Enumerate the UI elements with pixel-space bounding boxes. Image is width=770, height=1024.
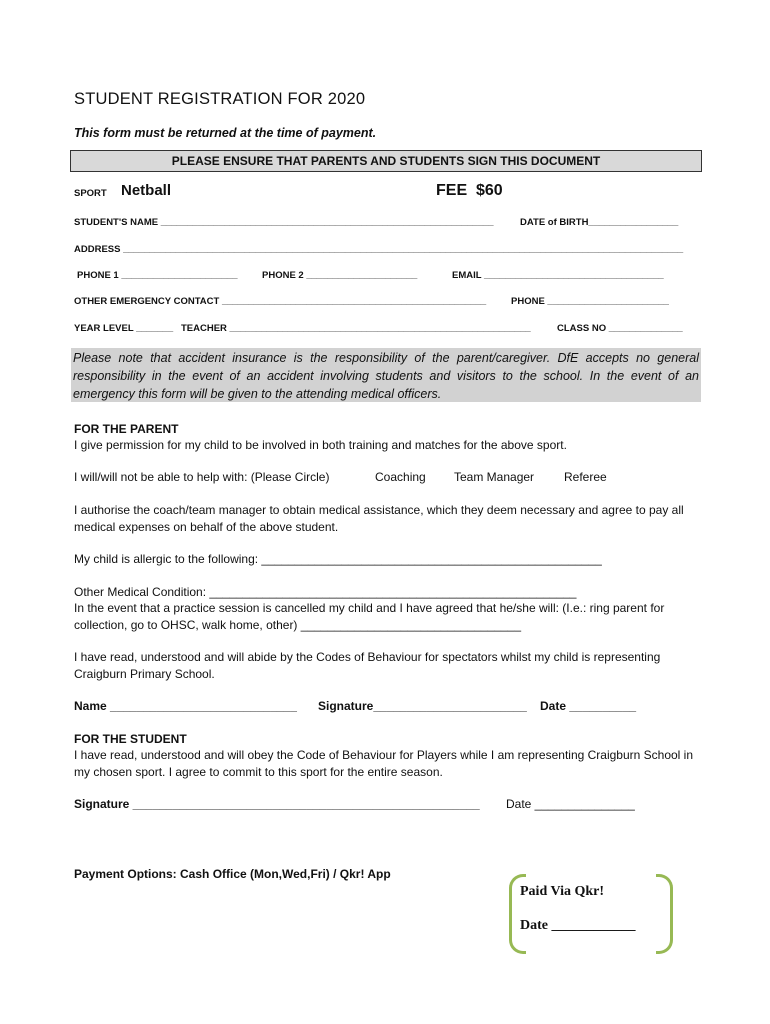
parent-heading: FOR THE PARENT bbox=[74, 422, 179, 436]
student-text: I have read, understood and will obey the Code of Behaviour for Players while I am representing Craigburn School in my chosen sport. I agree to commit to this sport for the entire season. bbox=[74, 748, 694, 779]
help-prefix: I will/will not be able to help with: (Please Circle) bbox=[74, 470, 330, 484]
form-title: STUDENT REGISTRATION FOR 2020 bbox=[74, 90, 366, 108]
teacher-field[interactable]: TEACHER _________________________________________________________ bbox=[181, 323, 531, 334]
student-name-field[interactable]: STUDENT'S NAME _______________________________________________________________ bbox=[74, 217, 494, 228]
parent-signature-field[interactable]: Signature_______________________ bbox=[318, 699, 527, 713]
other-contact-field[interactable]: OTHER EMERGENCY CONTACT __________________________________________________ bbox=[74, 296, 487, 307]
email-field[interactable]: EMAIL __________________________________ bbox=[452, 270, 664, 281]
medical-condition-field[interactable]: Other Medical Condition: _______________________________________________________ bbox=[74, 585, 577, 599]
sign-banner: PLEASE ENSURE THAT PARENTS AND STUDENTS SIGN THIS DOCUMENT bbox=[70, 150, 702, 172]
codes-text: I have read, understood and will abide by the Codes of Behaviour for spectators whilst my child is representing Craigburn Primary School. bbox=[74, 650, 661, 681]
parent-name-field[interactable]: Name ____________________________ bbox=[74, 699, 297, 713]
stamp-bracket-right bbox=[656, 874, 673, 954]
help-option-coaching[interactable]: Coaching bbox=[375, 470, 426, 484]
paid-via-qkr: Paid Via Qkr! bbox=[520, 884, 605, 899]
phone2-field[interactable]: PHONE 2 _____________________ bbox=[262, 270, 418, 281]
fee-amount: FEE $60 bbox=[436, 182, 503, 199]
student-date-field[interactable]: Date _______________ bbox=[506, 797, 635, 811]
cancelled-session-text[interactable]: In the event that a practice session is cancelled my child and I have agreed that he/she will: (I.e.: ring parent for collection, go to OHSC, walk home, other) _________________________________ bbox=[74, 601, 665, 632]
class-no-field[interactable]: CLASS NO ______________ bbox=[557, 323, 683, 334]
stamp-date-field[interactable]: Date ____________ bbox=[520, 918, 636, 933]
sport-value: Netball bbox=[121, 182, 172, 199]
phone1-field[interactable]: PHONE 1 ______________________ bbox=[77, 270, 238, 281]
sport-label: SPORT bbox=[74, 188, 107, 199]
form-subtitle: This form must be returned at the time of payment. bbox=[74, 126, 377, 140]
help-option-referee[interactable]: Referee bbox=[564, 470, 607, 484]
parent-date-field[interactable]: Date __________ bbox=[540, 699, 637, 713]
dob-field[interactable]: DATE of BIRTH_________________ bbox=[520, 217, 679, 228]
contact-phone-field[interactable]: PHONE _______________________ bbox=[511, 296, 669, 307]
authorise-text: I authorise the coach/team manager to obtain medical assistance, which they deem necessary and agree to pay all medical expenses on behalf of the above student. bbox=[74, 503, 684, 534]
address-field[interactable]: ADDRESS __________________________________________________________________________________________________________ bbox=[74, 244, 684, 255]
year-level-field[interactable]: YEAR LEVEL _______ bbox=[74, 323, 174, 334]
student-heading: FOR THE STUDENT bbox=[74, 732, 187, 746]
student-signature-field[interactable]: Signature ____________________________________________________ bbox=[74, 797, 480, 811]
insurance-notice: Please note that accident insurance is the responsibility of the parent/caregiver. DfE accepts no general responsibility in the event of an accident involving students and visitors to the school. In the event of an emergency this form will be given to the attending medical officers. bbox=[71, 348, 701, 402]
parent-permission: I give permission for my child to be involved in both training and matches for the above sport. bbox=[74, 438, 567, 452]
payment-options: Payment Options: Cash Office (Mon,Wed,Fri) / Qkr! App bbox=[74, 867, 391, 881]
allergy-field[interactable]: My child is allergic to the following: ___________________________________________________ bbox=[74, 552, 602, 566]
help-option-team-manager[interactable]: Team Manager bbox=[454, 470, 535, 484]
